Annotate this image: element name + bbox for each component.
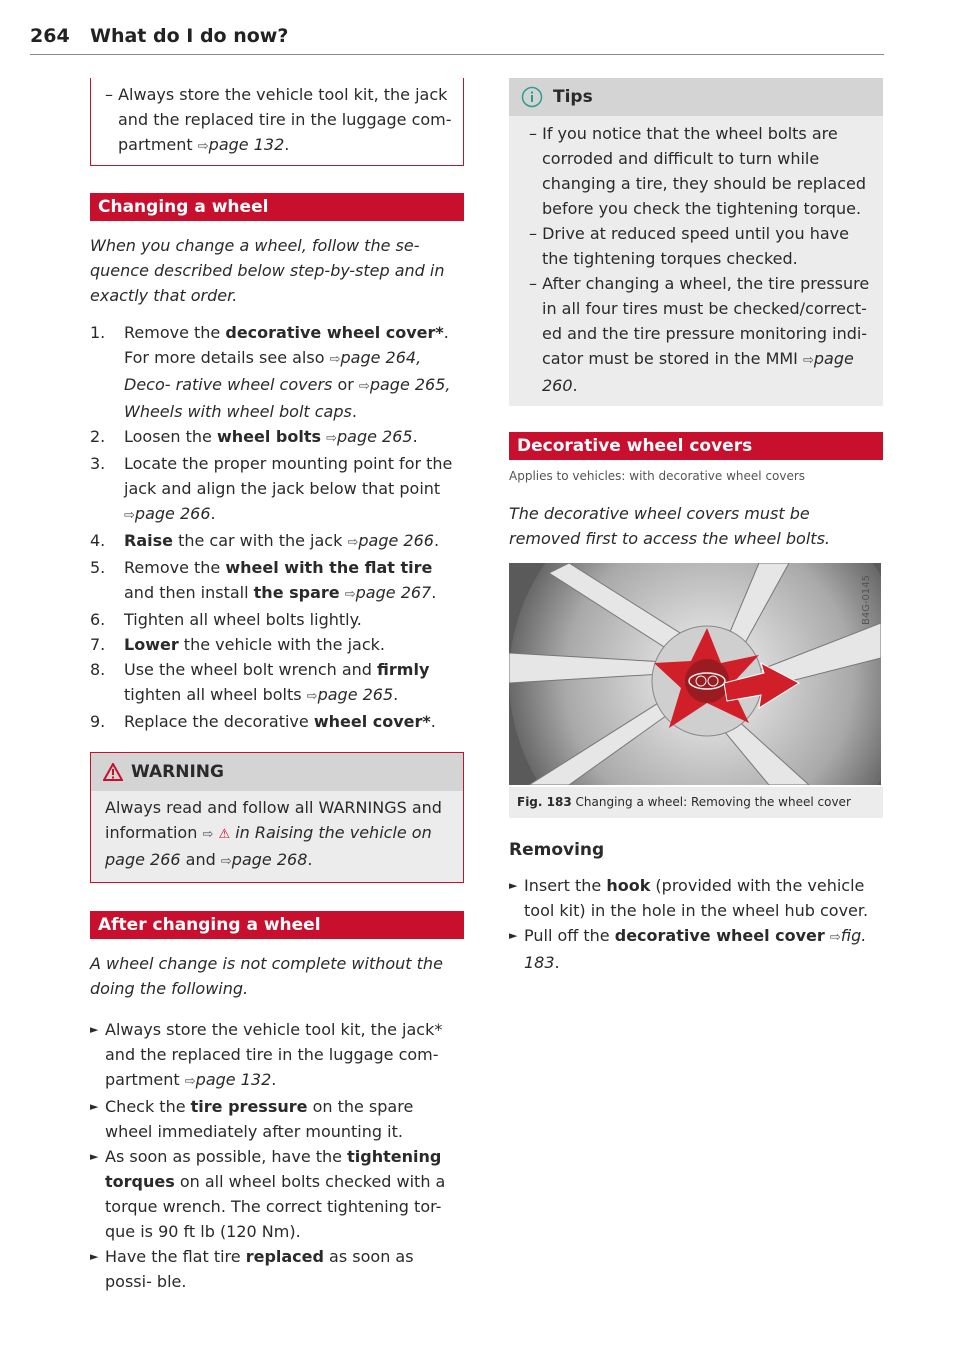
arrow-right-icon: ⇨ [802, 353, 814, 368]
bullet-text: Pull off the [524, 926, 615, 945]
storage-note [101, 82, 453, 159]
step-item [90, 320, 464, 424]
page-ref-link[interactable]: page 260 [542, 349, 854, 395]
step-text: Remove the [124, 323, 226, 342]
list-item [509, 873, 883, 923]
removing-heading: Removing [509, 840, 605, 860]
step-text: . [431, 583, 437, 602]
bullet-text: on all wheel bolts checked with a torque wrench. The correct tightening tor- que is 90 ft lb (120 Nm). [105, 1172, 446, 1241]
right-column [509, 78, 883, 975]
page-title: What do I do now? [90, 25, 289, 47]
section-heading-changing: Changing a wheel [90, 193, 464, 221]
list-item [90, 1244, 464, 1294]
page-header [30, 22, 884, 55]
list-item [90, 1094, 464, 1144]
step-item [90, 632, 464, 657]
tip-item: – After changing a wheel, the tire pressure in all four tires must be checked/correct- ed and the tire pressure monitoring indi- cator must be stored in the MMI ⇨page 260. [529, 274, 870, 395]
warning-text: and [180, 850, 221, 869]
step-text: . [351, 402, 357, 421]
figure-caption [509, 787, 883, 818]
period: . [284, 135, 290, 154]
step-number: 8. [90, 660, 106, 679]
page-ref-link[interactable]: page 266 [358, 531, 434, 550]
arrow-right-icon: ⇨ [347, 535, 359, 550]
step-text: . [430, 712, 436, 731]
bullet-text: on the spare wheel immediately after mounting it. [105, 1097, 414, 1141]
tips-header [509, 78, 883, 116]
arrow-right-icon: ⇨ [184, 1074, 196, 1089]
bullet-text: Check the [105, 1097, 191, 1116]
bullet-text: Always store the vehicle tool kit, the jack* and the replaced tire in the luggage com- partment [105, 1020, 443, 1089]
step-number: 2. [90, 427, 106, 446]
step-text: the vehicle with the jack. [178, 635, 385, 654]
tip-text: If you notice that the wheel bolts are corroded and difficult to turn while changing a tire, they should be replaced before you check the tightening torque. [542, 124, 866, 218]
tips-body [509, 116, 883, 398]
page-ref-link[interactable]: page 266 [134, 504, 211, 523]
step-bold: decorative wheel cover* [225, 323, 444, 342]
section-heading-decorative: Decorative wheel covers [509, 432, 883, 460]
applies-to-note: Applies to vehicles: with decorative wheel covers [509, 469, 806, 483]
bullet-triangle-icon: ► [509, 879, 518, 892]
info-icon [521, 86, 543, 108]
warning-triangle-icon [103, 763, 123, 781]
step-item [90, 555, 464, 607]
page-ref-link[interactable]: page 267 [355, 583, 432, 602]
step-item [90, 424, 464, 451]
storage-note-box [90, 78, 464, 166]
wheel-illustration [509, 563, 881, 785]
bullet-bold: tightening torques [105, 1147, 442, 1191]
wheel-cover-figure [509, 563, 881, 785]
warning-header [91, 753, 463, 791]
storage-note-line-3: partment [118, 135, 198, 154]
left-column [90, 78, 464, 1294]
arrow-right-icon: ⇨ [124, 508, 135, 523]
arrow-right-icon: ⇨ [202, 827, 214, 842]
step-text: Loosen the [124, 427, 217, 446]
step-number: 6. [90, 610, 106, 629]
section-heading-after: After changing a wheel [90, 911, 464, 939]
step-number: 7. [90, 635, 106, 654]
removing-bullets [509, 873, 883, 975]
bullet-text: (provided with the vehicle tool kit) in the hole in the wheel hub cover. [524, 876, 869, 920]
page-number: 264 [30, 25, 70, 47]
step-text: or [332, 375, 359, 394]
step-text: Locate the proper mounting point for the jack and align the jack below that point [124, 454, 453, 498]
step-item [90, 709, 464, 734]
page-ref-link[interactable]: page 265, Wheels with wheel bolt caps [124, 375, 451, 421]
figure-code: B4G-0145 [861, 575, 872, 626]
tips-title: Tips [553, 87, 593, 107]
step-item [90, 528, 464, 555]
warning-triangle-small-icon: ⚠ [218, 827, 231, 842]
bullet-triangle-icon: ► [90, 1150, 99, 1163]
bullet-triangle-icon: ► [90, 1250, 99, 1263]
step-text: Replace the decorative [124, 712, 314, 731]
step-bold: Lower [124, 635, 179, 654]
step-text: Tighten all wheel bolts lightly. [124, 610, 362, 629]
tips-box [509, 78, 883, 406]
bullet-bold: decorative wheel cover [614, 926, 825, 945]
step-number: 4. [90, 531, 106, 550]
arrow-right-icon: ⇨ [306, 689, 318, 704]
storage-note-line-2: and the replaced tire in the luggage com- [118, 110, 452, 129]
page-ref-link[interactable]: page 268 [231, 850, 308, 869]
arrow-right-icon: ⇨ [220, 854, 232, 869]
step-text: . [393, 685, 399, 704]
step-text: . [412, 427, 418, 446]
bullet-triangle-icon: ► [90, 1100, 99, 1113]
step-bold: Raise [124, 531, 173, 550]
tip-item: – If you notice that the wheel bolts are corroded and difficult to turn while changing a tire, they should be replaced before you check the tightening torque. [529, 124, 866, 218]
step-item [90, 607, 464, 632]
warning-text: Always read and follow all WARNINGS and information [105, 798, 442, 842]
page-ref-link[interactable]: page 132 [195, 1070, 272, 1089]
step-text: . [210, 504, 216, 523]
step-text: and then install [124, 583, 254, 602]
figure-ref-link[interactable]: fig. 183 [524, 926, 867, 972]
page-ref-link[interactable]: page 265 [337, 427, 413, 446]
warning-text: . [307, 850, 313, 869]
tip-text: Drive at reduced speed until you have the tightening torques checked. [542, 224, 849, 268]
bullet-text: Insert the [524, 876, 607, 895]
step-item [90, 451, 464, 528]
step-bold: firmly [377, 660, 430, 679]
step-text: . For more details see also [124, 323, 449, 367]
step-item [90, 657, 464, 709]
bullet-text: as soon as possi- ble. [105, 1247, 414, 1291]
bullet-text: As soon as possible, have the [105, 1147, 348, 1166]
tip-text: . [572, 376, 578, 395]
after-intro: A wheel change is not complete without the doing the following. [90, 954, 443, 998]
arrow-right-icon: ⇨ [344, 587, 356, 602]
step-text: . [433, 531, 440, 550]
arrow-right-icon: ⇨ [329, 352, 341, 367]
step-number: 1. [90, 323, 106, 342]
step-text: tighten all wheel bolts [124, 685, 307, 704]
tip-text: After changing a wheel, the tire pressure in all four tires must be checked/correct- ed and the tire pressure monitoring indi- cator must be stored in the MMI [542, 274, 870, 368]
bullet-bold: replaced [245, 1247, 324, 1266]
arrow-right-icon: ⇨ [197, 139, 209, 154]
after-bullets [90, 1017, 464, 1294]
step-number: 5. [90, 558, 106, 577]
bullet-text: . [271, 1070, 277, 1089]
page-ref-link[interactable]: page 265 [317, 685, 394, 704]
arrow-right-icon: ⇨ [326, 431, 337, 446]
page-ref-link[interactable]: in Raising the vehicle on page 266 [105, 823, 432, 869]
page-ref-link[interactable]: page 132 [208, 135, 285, 154]
changing-steps [90, 320, 464, 734]
arrow-right-icon: ⇨ [358, 379, 370, 394]
step-number: 3. [90, 454, 106, 473]
step-bold: the spare [253, 583, 340, 602]
step-text: the car with the jack [172, 531, 348, 550]
caption-label: Fig. 183 [517, 795, 572, 809]
bullet-text: . [554, 953, 560, 972]
tip-item: – Drive at reduced speed until you have the tightening torques checked. [529, 224, 849, 268]
list-item [90, 1144, 464, 1244]
changing-intro: When you change a wheel, follow the se- quence described below step-by-step and in exactly that order. [90, 236, 445, 305]
storage-note-line-1: – Always store the vehicle tool kit, the jack [105, 85, 448, 104]
step-number: 9. [90, 712, 106, 731]
page-ref-link[interactable]: page 264, Deco- rative wheel covers [124, 348, 422, 394]
warning-title: WARNING [131, 762, 224, 782]
bullet-bold: hook [606, 876, 651, 895]
bullet-text: Have the flat tire [105, 1247, 246, 1266]
step-bold: wheel cover* [313, 712, 431, 731]
caption-text: Changing a wheel: Removing the wheel cover [575, 795, 851, 809]
decorative-intro: The decorative wheel covers must be removed first to access the wheel bolts. [509, 504, 830, 548]
arrow-right-icon: ⇨ [829, 930, 841, 945]
step-text: Remove the [124, 558, 226, 577]
warning-box [90, 752, 464, 883]
step-bold: wheel with the flat tire [225, 558, 433, 577]
list-item [90, 1017, 464, 1094]
bullet-triangle-icon: ► [90, 1023, 99, 1036]
warning-body [91, 791, 463, 882]
step-text: Use the wheel bolt wrench and [124, 660, 378, 679]
bullet-triangle-icon: ► [509, 929, 518, 942]
list-item [509, 923, 883, 975]
bullet-bold: tire pressure [190, 1097, 308, 1116]
step-bold: wheel bolts [216, 427, 321, 446]
